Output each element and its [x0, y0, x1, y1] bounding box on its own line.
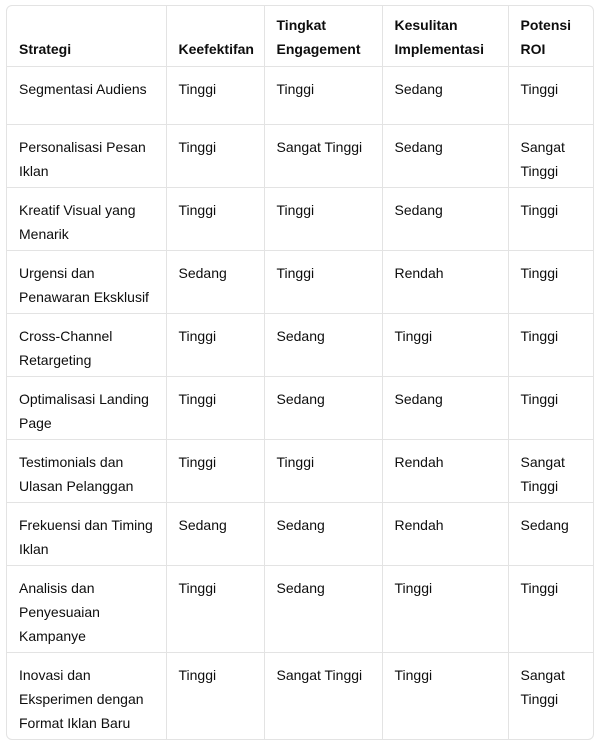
table-row [7, 125, 593, 188]
strategy-table-container [6, 5, 594, 740]
cell-keefektifan: Tinggi [166, 125, 264, 188]
cell-keefektifan: Tinggi [166, 314, 264, 377]
cell-kesulitan: Sedang [382, 67, 508, 125]
cell-strategi: Cross-Channel Retargeting [7, 314, 166, 377]
cell-engagement: Sedang [264, 503, 382, 566]
table-row [7, 503, 593, 566]
cell-keefektifan: Sedang [166, 503, 264, 566]
cell-strategi: Optimalisasi Landing Page [7, 377, 166, 440]
cell-strategi: Testimonials dan Ulasan Pelanggan [7, 440, 166, 503]
cell-kesulitan: Sedang [382, 188, 508, 251]
cell-roi: Tinggi [508, 67, 593, 125]
table-row [7, 566, 593, 653]
cell-kesulitan: Tinggi [382, 653, 508, 740]
cell-roi: Tinggi [508, 566, 593, 653]
table-row [7, 251, 593, 314]
cell-roi: Tinggi [508, 188, 593, 251]
cell-roi: Sedang [508, 503, 593, 566]
cell-strategi: Urgensi dan Penawaran Eksklusif [7, 251, 166, 314]
cell-kesulitan: Rendah [382, 251, 508, 314]
table-row [7, 653, 593, 740]
cell-keefektifan: Tinggi [166, 440, 264, 503]
cell-keefektifan: Tinggi [166, 566, 264, 653]
cell-kesulitan: Rendah [382, 440, 508, 503]
header-keefektifan: Keefektifan [166, 6, 264, 67]
table-row [7, 440, 593, 503]
table-header-row [7, 6, 593, 67]
cell-kesulitan: Rendah [382, 503, 508, 566]
table-row [7, 314, 593, 377]
cell-strategi: Analisis dan Penyesuaian Kampanye [7, 566, 166, 653]
cell-roi: Sangat Tinggi [508, 440, 593, 503]
cell-kesulitan: Sedang [382, 377, 508, 440]
cell-engagement: Sedang [264, 377, 382, 440]
header-tingkat-engagement: Tingkat Engagement [264, 6, 382, 67]
cell-strategi: Frekuensi dan Timing Iklan [7, 503, 166, 566]
cell-engagement: Tinggi [264, 251, 382, 314]
header-potensi-roi: Potensi ROI [508, 6, 593, 67]
cell-strategi: Segmentasi Audiens [7, 67, 166, 125]
cell-roi: Sangat Tinggi [508, 125, 593, 188]
cell-engagement: Sangat Tinggi [264, 125, 382, 188]
cell-engagement: Sangat Tinggi [264, 653, 382, 740]
cell-keefektifan: Sedang [166, 251, 264, 314]
cell-engagement: Tinggi [264, 67, 382, 125]
cell-engagement: Sedang [264, 566, 382, 653]
cell-roi: Sangat Tinggi [520, 667, 565, 707]
cell-keefektifan: Tinggi [166, 188, 264, 251]
header-kesulitan-implementasi: Kesulitan Implementasi [382, 6, 508, 67]
cell-strategi: Personalisasi Pesan Iklan [7, 125, 166, 188]
cell-keefektifan: Tinggi [166, 67, 264, 125]
table-row [7, 377, 593, 440]
table-row [7, 67, 593, 125]
cell-strategi: Kreatif Visual yang Menarik [7, 188, 166, 251]
table-row [7, 188, 593, 251]
strategy-table [7, 6, 593, 739]
cell-kesulitan: Tinggi [382, 566, 508, 653]
cell-engagement: Sedang [264, 314, 382, 377]
cell-roi: Tinggi [508, 314, 593, 377]
cell-kesulitan: Tinggi [382, 314, 508, 377]
cell-kesulitan: Sedang [382, 125, 508, 188]
cell-keefektifan: Tinggi [166, 653, 264, 740]
cell-keefektifan: Tinggi [166, 377, 264, 440]
cell-roi: Tinggi [508, 251, 593, 314]
cell-engagement: Tinggi [264, 188, 382, 251]
cell-strategi: Inovasi dan Eksperimen dengan Format Iklan Baru [7, 653, 166, 740]
cell-engagement: Tinggi [264, 440, 382, 503]
header-strategi: Strategi [7, 6, 166, 67]
cell-roi: Tinggi [508, 377, 593, 440]
